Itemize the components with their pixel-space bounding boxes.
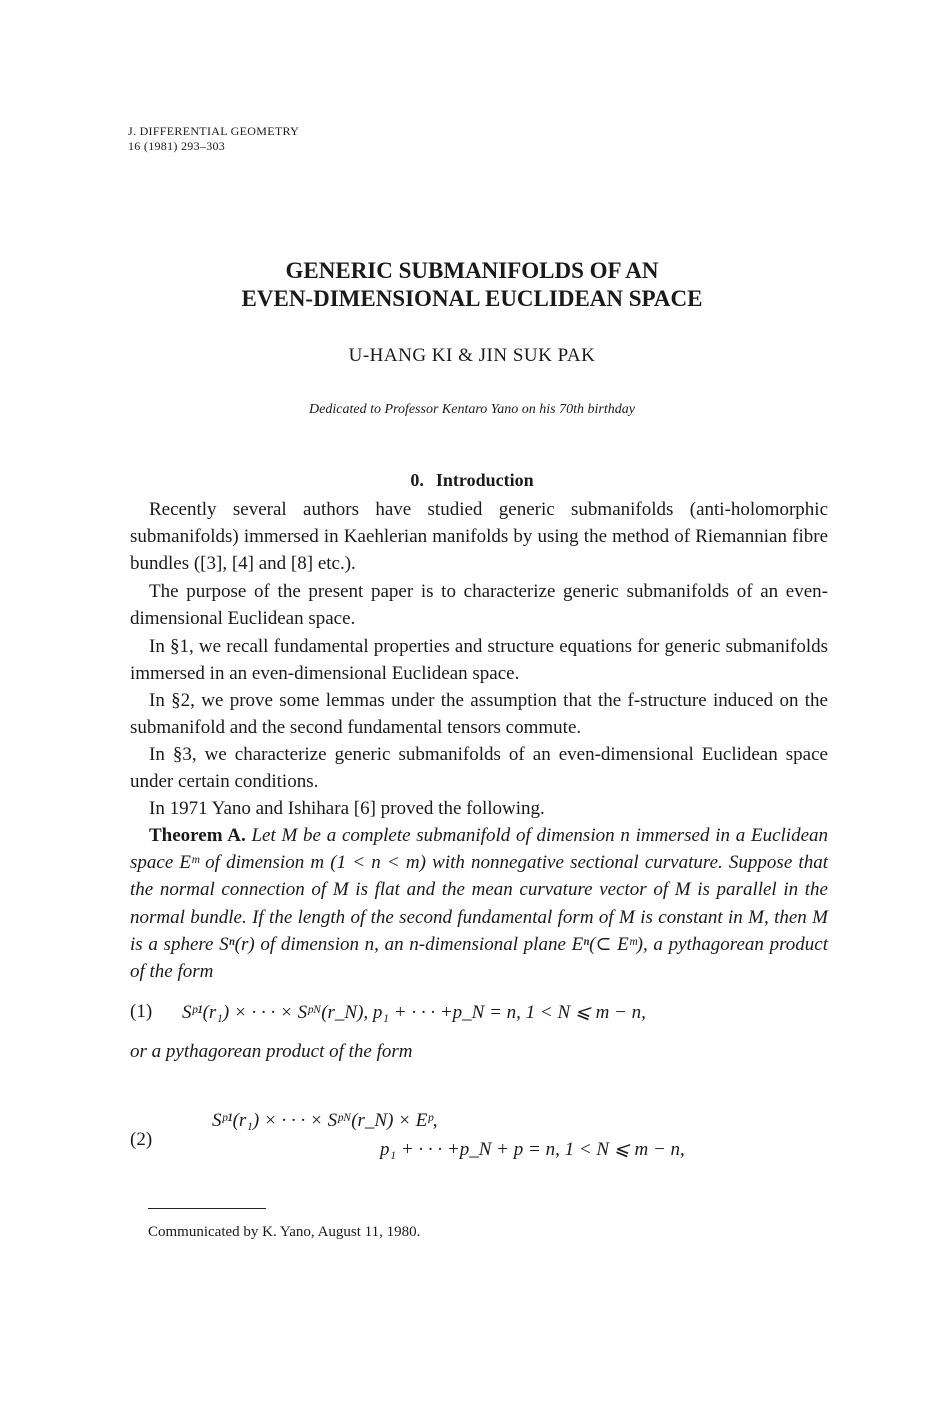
equation-2-line-1: Sᵖ¹(r₁) × · · · × Sᵖᴺ(r_N) × Eᵖ,: [212, 1110, 438, 1131]
journal-volume: 16 (1981) 293–303: [128, 139, 226, 153]
equation-1-number: (1): [130, 1001, 153, 1022]
equation-2-number: (2): [130, 1129, 153, 1150]
paragraph-6: In 1971 Yano and Ishihara [6] proved the following.: [149, 798, 545, 819]
equation-lead-in: or a pythagorean product of the form: [130, 1041, 413, 1062]
paragraph-3: In §1, we recall fundamental properties and structure equations for generic submanifolds immersed in an even-dimensional Euclidean space.: [130, 636, 828, 685]
theorem-a: [130, 822, 828, 985]
theorem-text: Let M be a complete submanifold of dimension n immersed in a Euclidean space Eᵐ of dimension m (1 < n < m) with nonnegative sectional curvature. Suppose that the normal connection of M is flat and the mean curvature vector of M is parallel in the normal bundle. If the length of the second fundamental form of M is constant in M, then M is a sphere Sⁿ(r) of dimension n, an n-dimensional plane Eⁿ(⊂ Eᵐ), a pythagorean product of the form: [130, 825, 829, 983]
equation-2-line-2: p₁ + · · · +p_N + p = n, 1 < N ⩽ m − n,: [380, 1139, 685, 1160]
paper-title-line-1: GENERIC SUBMANIFOLDS OF AN: [285, 258, 659, 283]
footnote: Communicated by K. Yano, August 11, 1980.: [148, 1224, 421, 1240]
paragraph-5: In §3, we characterize generic submanifolds of an even-dimensional Euclidean space under certain conditions.: [130, 744, 828, 793]
dedication: Dedicated to Professor Kentaro Yano on his 70th birthday: [309, 402, 635, 417]
authors: U-HANG KI & JIN SUK PAK: [348, 345, 596, 366]
section-title: Introduction: [435, 470, 534, 490]
paragraph-2: The purpose of the present paper is to characterize generic submanifolds of an even-dimensional Euclidean space.: [130, 581, 828, 630]
journal-header: [128, 124, 299, 154]
paragraph-4: In §2, we prove some lemmas under the assumption that the f-structure induced on the submanifold and the second fundamental tensors commute.: [130, 690, 828, 739]
equation-1: Sᵖ¹(r₁) × · · · × Sᵖᴺ(r_N), p₁ + · · · +p_N = n, 1 < N ⩽ m − n,: [182, 1002, 646, 1023]
section-number: 0.: [410, 470, 424, 490]
theorem-label: Theorem A.: [149, 825, 246, 846]
paper-title-line-2: EVEN-DIMENSIONAL EUCLIDEAN SPACE: [241, 286, 703, 311]
journal-name: J. DIFFERENTIAL GEOMETRY: [128, 124, 300, 138]
paragraph-1: Recently several authors have studied generic submanifolds (anti-holomorphic submanifolds) immersed in Kaehlerian manifolds by using the method of Riemannian fibre bundles ([3], [4] and [8] etc.).: [130, 499, 828, 575]
section-heading: [0, 470, 944, 491]
footnote-rule: [148, 1208, 266, 1209]
